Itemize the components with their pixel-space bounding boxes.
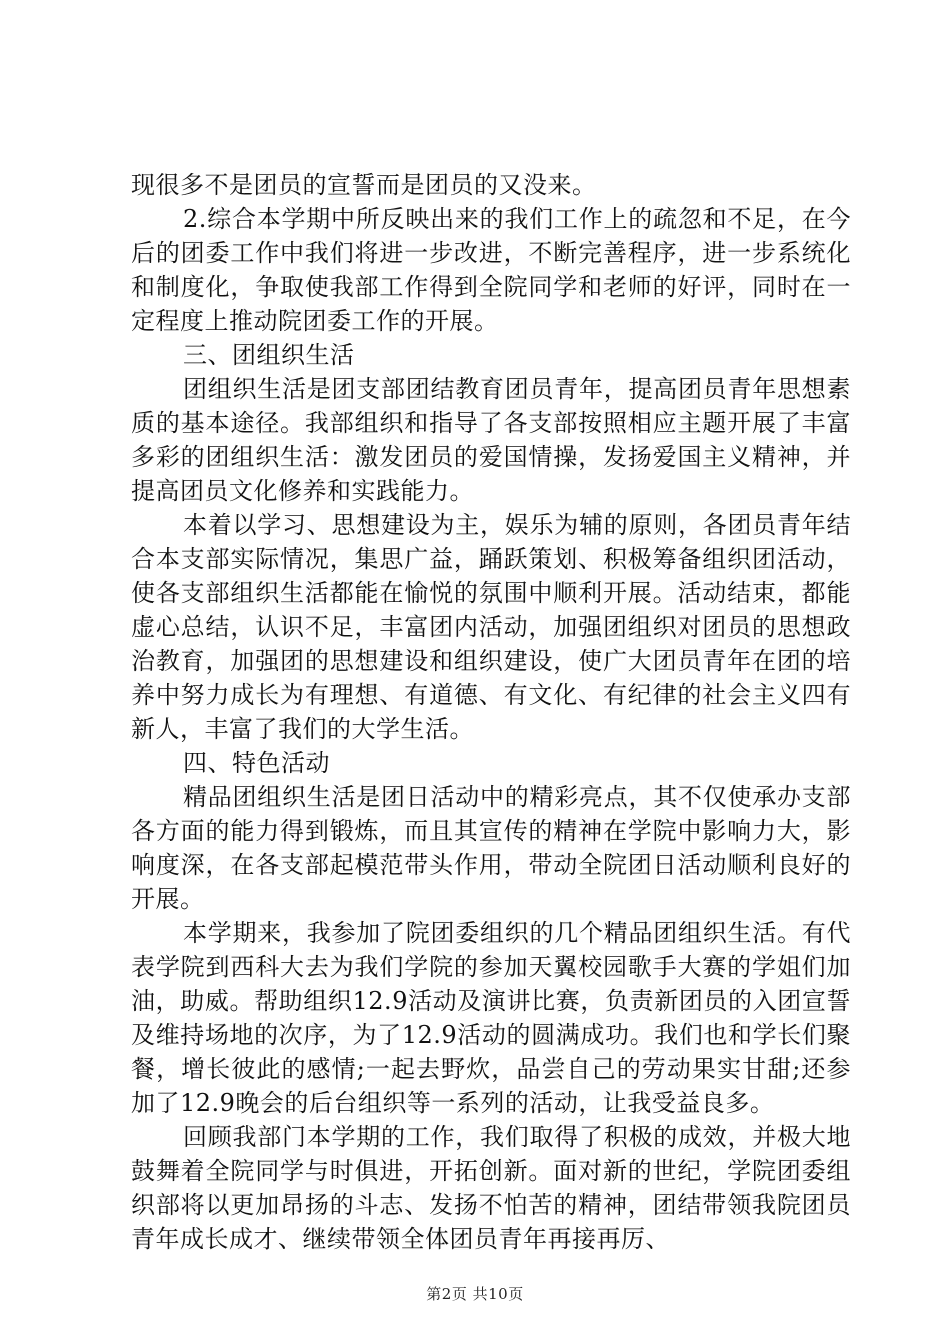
document-body (131, 168, 851, 1256)
section-heading-special-activities: 四、特色活动 (183, 749, 330, 777)
page-number-footer: 第2页 共10页 (426, 1285, 524, 1303)
paragraph-semester-activities: 本学期来，我参加了院团委组织的几个精品团组织生活。有代表学院到西科大去为我们学院的参加天翼校园歌手大赛的学姐们加油，助威。帮助组织12.9活动及演讲比赛，负责新团员的入团宣誓及维持场地的次序，为了12.9活动的圆满成功。我们也和学长们聚餐，增长彼此的感情;一起去野炊，品尝自己的劳动果实甘甜;还参加了12.9晚会的后台组织等一系列的活动，让我受益良多。 (131, 919, 851, 1117)
paragraph-improvement: 2.综合本学期中所反映出来的我们工作上的疏忽和不足，在今后的团委工作中我们将进一步改进，不断完善程序，进一步系统化和制度化，争取使我部工作得到全院同学和老师的好评，同时在一定程度上推动院团委工作的开展。 (131, 205, 851, 335)
paragraph-continuation: 现很多不是团员的宣誓而是团员的又没来。 (131, 171, 597, 199)
paragraph-review: 回顾我部门本学期的工作，我们取得了积极的成效，并极大地鼓舞着全院同学与时俱进，开拓创新。面对新的世纪，学院团委组织部将以更加昂扬的斗志、发扬不怕苦的精神，团结带领我院团员青年成长成才、继续带领全体团员青年再接再厉、 (131, 1123, 851, 1253)
paragraph-special-activities-intro: 精品团组织生活是团日活动中的精彩亮点，其不仅使承办支部各方面的能力得到锻炼，而且其宣传的精神在学院中影响力大，影响度深，在各支部起模范带头作用，带动全院团日活动顺利良好的开展。 (131, 783, 851, 913)
section-heading-league-life: 三、团组织生活 (183, 341, 355, 369)
paragraph-league-life-intro: 团组织生活是团支部团结教育团员青年，提高团员青年思想素质的基本途径。我部组织和指导了各支部按照相应主题开展了丰富多彩的团组织生活：激发团员的爱国情操，发扬爱国主义精神，并提高团员文化修养和实践能力。 (131, 375, 851, 505)
paragraph-league-life-principle: 本着以学习、思想建设为主，娱乐为辅的原则，各团员青年结合本支部实际情况，集思广益，踊跃策划、积极筹备组织团活动，使各支部组织生活都能在愉悦的氛围中顺利开展。活动结束，都能虚心总结，认识不足，丰富团内活动，加强团组织对团员的思想政治教育，加强团的思想建设和组织建设，使广大团员青年在团的培养中努力成长为有理想、有道德、有文化、有纪律的社会主义四有新人，丰富了我们的大学生活。 (131, 511, 851, 743)
